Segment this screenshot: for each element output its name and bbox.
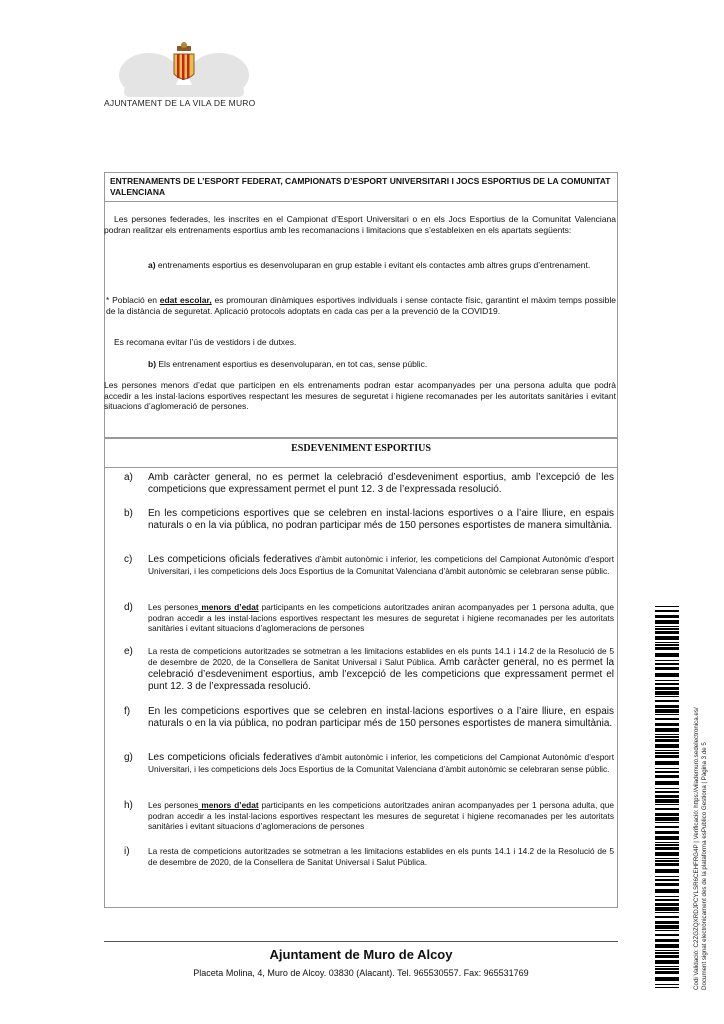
item-mark: b) (148, 359, 157, 369)
item-text: Els entrenament esportius es desenvoluparan, en tot cas, sense públic. (156, 359, 428, 369)
item-b-training (148, 359, 614, 370)
item-text-small: d’àmbit autonòmic i inferior, les competicions del Campionat Autonòmic d’esport Universitari, i les competicions dels Jocs Esportius de la Comunitat Valenciana d’àmbit autonòmic se celebraran sense públic. (148, 554, 614, 577)
footer-title: Ajuntament de Muro de Alcoy (269, 947, 453, 962)
section-title-events: ESDEVENIMENT ESPORTIUS (104, 438, 618, 468)
item-mark: f) (124, 706, 131, 717)
item-text (148, 752, 614, 775)
footer-address: Placeta Molina, 4, Muro de Alcoy. 03830 (Alacant). Tel. 965530557. Fax: 965531769 (193, 968, 529, 978)
item-text: entrenaments esportius es desenvoluparan en grup estable i evitant els contactes amb altres grups d’entrenament. (155, 260, 591, 270)
item-a-training (148, 260, 614, 271)
item-mark: i) (124, 846, 130, 857)
paragraph-school-age (106, 295, 616, 316)
item-text-rest: participants en les competicions autoritzades aniran acompanyades per 1 persona adulta, que podran accedir a les instal·lacions esportives respectant les mesures de seguretat i higiene recomanades per les autoritats sanitàries i evitant situacions d’aglomeracions de persones (148, 602, 615, 634)
item-text: Amb caràcter general, no es permet la celebració d’esdeveniment esportius, amb l’excepció de les competicions que expressament permet el punt 12. 3 de l’expressada resolució. (148, 472, 614, 496)
paragraph-changing-rooms: Es recomana evitar l’ús de vestidors i de dutxes. (114, 337, 297, 347)
item-text-small: La resta de competicions autoritzades se sotmetran a les limitacions establides en els punts 14.1 i 14.2 de la Resolució de 5 de desembre de 2020, de la Consellera de Sanitat Universal i Salut Pública. (148, 646, 614, 667)
item-mark: d) (124, 602, 133, 613)
item-text (148, 800, 614, 832)
item-mark: a) (124, 472, 133, 483)
item-text: En les competicions esportives que se celebren en instal·lacions esportives o a l’aire lliure, en espais naturals o en la via pública, no podran participar més de 150 persones esportistes de manera simultània. (148, 706, 614, 730)
paragraph-prefix: * Població en (106, 295, 160, 305)
item-text (148, 646, 614, 694)
item-text (148, 554, 614, 577)
underlined-term: menors d’edat (198, 602, 259, 612)
item-mark: c) (124, 554, 133, 565)
organization-name: AJUNTAMENT DE LA VILA DE MURO (104, 98, 256, 108)
item-text: En les competicions esportives que se celebren en instal·lacions esportives o a l’aire lliure, en espais naturals o en la via pública, no podran participar més de 150 persones esportistes de manera simultània. (148, 508, 614, 532)
item-text: La resta de competicions autoritzades se sotmetran a les limitacions establides en els punts 14.1 i 14.2 de la Resolució de 5 de desembre de 2020, de la Consellera de Sanitat Universal i Salut Pública. (148, 846, 614, 867)
item-mark: g) (124, 752, 133, 763)
underlined-term: edat escolar, (159, 295, 212, 305)
item-text-small: d’àmbit autonòmic i inferior, les competicions del Campionat Autonòmic d’esport Universitari, i les competicions dels Jocs Esportius de la Comunitat Valenciana d’àmbit autonòmic se celebraran sense públic. (148, 752, 614, 775)
item-text-prefix: Les persones (148, 800, 199, 810)
item-text (148, 602, 614, 634)
verification-side-text (693, 610, 708, 990)
item-mark: h) (124, 800, 133, 811)
item-text-rest: participants en les competicions autoritzades aniran acompanyades per 1 persona adulta, que podran accedir a les instal·lacions esportives respectant les mesures de seguretat i higiene recomanades per les autoritats sanitàries i evitant situacions d’aglomeracions de persones (148, 800, 615, 832)
item-text-prefix: Les persones (148, 602, 199, 612)
signature-platform-line: Document signat electrònicament des de la plataforma esPublico Gestiona | Pàgina 3 de 5 (700, 742, 708, 990)
paragraph-intro: Les persones federades, les inscrites en el Campionat d’Esport Universitari o en els Jocs Esportius de la Comunitat Valenciana podran realitzar els entrenaments esportius amb les recomanacions i limitacions que s’estableixen en els apartats següents: (104, 214, 616, 235)
item-mark: a) (148, 260, 156, 270)
item-text-large: Amb caràcter general, no es permet la celebració d’esdeveniment esportius, amb l’excepció de les competicions que expressament permet el punt 12. 3 de l’expressada resolució. (148, 656, 615, 693)
paragraph-minors: Les persones menors d’edat que participen en els entrenaments podran estar acompanyades per una persona adulta que podrà accedir a les instal·lacions esportives respectant les mesures de seguretat i higiene recomanades per les autoritats sanitàries i evitant situacions d’aglomeració de persones. (104, 380, 616, 412)
verification-code-line: Codi Validació: C2ZGZQXRDJPCYLSR6CEHFRG4P | Verificació: https://vilademuro.sedelectronica.es/ (693, 707, 700, 990)
item-mark: b) (124, 508, 133, 519)
item-text-large: Les competicions oficials federatives (148, 554, 313, 565)
barcode (655, 606, 679, 988)
underlined-term: menors d’edat (198, 800, 259, 810)
item-mark: e) (124, 646, 133, 657)
section-title-training: ENTRENAMENTS DE L’ESPORT FEDERAT, CAMPIONATS D’ESPORT UNIVERSITARI I JOCS ESPORTIUS DE LA COMUNITAT VALENCIANA (104, 172, 618, 202)
item-text-large: Les competicions oficials federatives (148, 752, 313, 763)
footer-divider (104, 941, 618, 942)
paragraph-text: es promouran dinàmiques esportives individuals i sense contacte físic, garantint el màxim temps possible de la distància de seguretat. Aplicació protocols adoptats en cada cas per a la prevenció de la COVID19. (106, 295, 616, 316)
